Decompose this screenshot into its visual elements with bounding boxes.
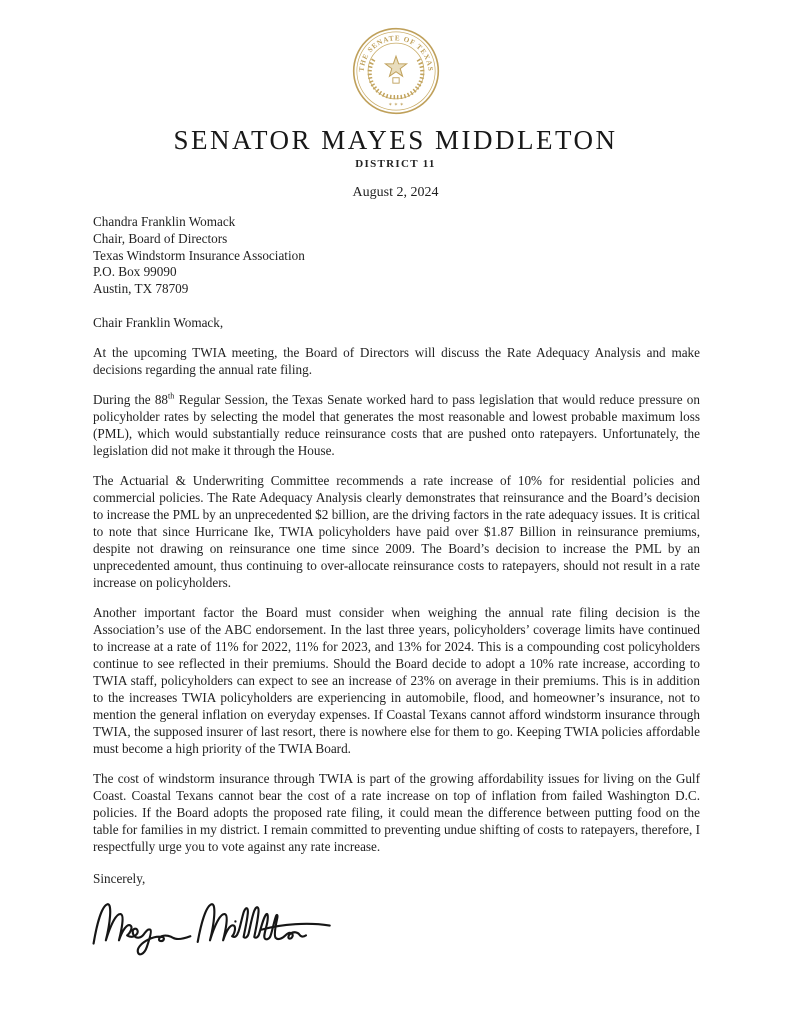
- address-line: Chair, Board of Directors: [93, 230, 228, 246]
- sender-name: SENATOR MAYES MIDDLETON: [173, 125, 618, 155]
- letter-date: August 2, 2024: [352, 185, 439, 200]
- letter-content: [0, 214, 791, 969]
- recipient-address: [93, 214, 700, 298]
- closing: Sincerely,: [93, 870, 146, 886]
- paragraph-2-text: Regular Session, the Texas Senate worked hard to pass legislation that would reduce pressure on policyholder rates by selecting the model that generates the most reasonable and lowest probable maximum loss (PML), which would substantially reduce reinsurance costs that are pushed onto ratepayers. Unfortunately, the legislation did not make it through the House.: [93, 391, 700, 458]
- salutation: Chair Franklin Womack,: [93, 314, 224, 330]
- paragraph-5: The cost of windstorm insurance through TWIA is part of the growing affordability issues for living on the Gulf Coast. Coastal Texans cannot bear the cost of a rate increase on top of inflation from failed Washington D.C. policies. If the Board adopts the proposed rate filing, it could mean the difference between putting food on the table for families in my district. I remain committed to preventing undue shifting of costs to ratepayers, therefore, I respectfully urge you to vote against any rate increase.: [93, 770, 700, 854]
- address-line: Texas Windstorm Insurance Association: [93, 247, 305, 263]
- signature-first-name-stroke: [94, 904, 191, 954]
- letterhead: [0, 0, 791, 170]
- senate-of-texas-seal-icon: [351, 26, 441, 116]
- ordinal-superscript: th: [168, 391, 175, 401]
- signature-mayes-middleton: [87, 891, 700, 969]
- paragraph-2: [93, 391, 700, 459]
- paragraph-3: The Actuarial & Underwriting Committee recommends a rate increase of 10% for residential policies and commercial policies. The Rate Adequacy Analysis clearly demonstrates that reinsurance and the Board’s decision to increase the PML by an unprecedented $2 billion, are the driving factors in the rate adequacy issues. It is critical to note that since Hurricane Ike, TWIA policyholders have paid over $1.87 Billion in reinsurance premiums, despite not drawing on reinsurance one time since 2009. The Board’s decision to increase the PML by an unprecedented amount, thus continuing to over-allocate reinsurance costs to ratepayers, should not result in a rate increase on policyholders.: [93, 472, 700, 590]
- signature-i-dot: [234, 920, 236, 922]
- sender-district: DISTRICT 11: [355, 158, 436, 170]
- paragraph-1: At the upcoming TWIA meeting, the Board of Directors will discuss the Rate Adequacy Analysis and make decisions regarding the annual rate filing.: [93, 344, 700, 377]
- address-line: Chandra Franklin Womack: [93, 214, 236, 229]
- seal-bottom-stars: ✶ ✶ ✶: [387, 102, 404, 109]
- signature-last-name-stroke: [198, 904, 306, 942]
- seal-ring-text: THE SENATE OF TEXAS: [357, 34, 434, 73]
- lone-star-icon: [385, 56, 406, 76]
- paragraph-4: Another important factor the Board must consider when weighing the annual rate filing decision is the Association’s use of the ABC endorsement. In the last three years, policyholders’ coverage limits have continued to increase at a rate of 11% for 2022, 11% for 2023, and 13% for 2024. This is a compounding cost policyholders continue to see reflected in their premiums. Should the Board decide to adopt a 10% rate increase, according to TWIA staff, policyholders can expect to see an increase of 23% on average in their premiums. This is in addition to the increases TWIA policyholders are experiencing in automobile, flood, and homeowner’s insurance, not to mention the general inflation on everyday expenses. If Coastal Texans cannot afford windstorm insurance through TWIA, the supposed insurer of last resort, there is nowhere else for them to go. Keeping TWIA policies affordable must become a high priority of the TWIA Board.: [93, 604, 700, 756]
- address-line: Austin, TX 78709: [93, 281, 189, 297]
- paragraph-2-text: During the 88: [93, 391, 169, 407]
- address-line: P.O. Box 99090: [93, 264, 177, 280]
- seal-crest: [392, 78, 398, 83]
